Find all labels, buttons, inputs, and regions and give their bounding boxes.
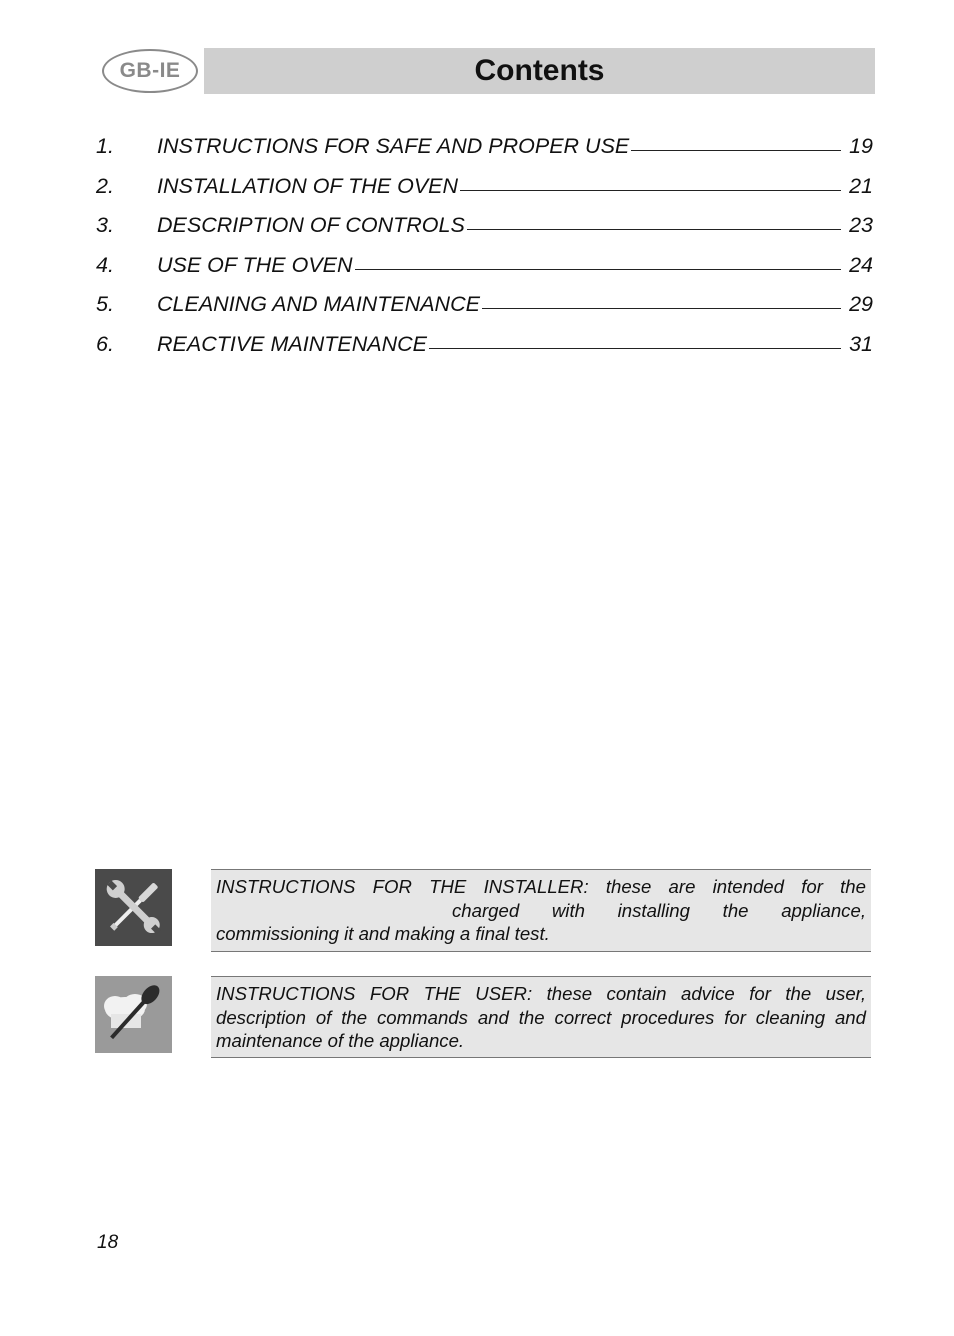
toc-title: INSTALLATION OF THE OVEN [157,173,459,198]
page-title: Contents [474,54,605,87]
brand-logo [102,49,198,93]
toc-number: 1. [96,134,114,158]
toc-title: USE OF THE OVEN [157,252,353,277]
toc-page: 24 [849,252,873,277]
toc-leader [631,150,841,151]
toc-entry-3[interactable] [96,207,873,247]
toc-title: DESCRIPTION OF CONTROLS [157,213,465,237]
toc-leader [355,269,842,270]
toc-number: 3. [96,213,114,237]
toc-entry-4[interactable] [96,247,873,287]
title-bar [204,48,875,94]
chef-hat-spoon-icon [95,976,172,1053]
toc-entry-2[interactable] [96,168,873,208]
toc-page: 31 [849,331,873,356]
toc-page: 21 [849,173,873,198]
logo-text: GB-IE [119,59,181,82]
installer-note-line3: commissioning it and making a final test. [216,923,550,944]
toc-entry-6[interactable] [96,326,873,366]
toc-page: 29 [849,292,873,316]
toc-leader [467,229,841,230]
toc-leader [429,348,841,349]
toc-number: 2. [96,173,114,198]
toc-title: REACTIVE MAINTENANCE [157,331,427,356]
toc-title: INSTRUCTIONS FOR SAFE AND PROPER USE [157,134,630,158]
toc-entry-5[interactable] [96,286,873,326]
toc-entry-1[interactable] [96,128,873,168]
toc-number: 5. [96,292,114,316]
toc-page: 19 [849,134,873,158]
wrench-screwdriver-icon [95,869,172,946]
toc-page: 23 [849,213,873,237]
installer-note-text [211,869,871,952]
installer-note-line1: INSTRUCTIONS FOR THE INSTALLER: these are intended for the [216,876,866,897]
toc-leader [482,308,841,309]
toc-number: 4. [96,252,114,277]
table-of-contents [96,128,873,365]
installer-note-line2: charged with installing the appliance, [452,899,866,921]
toc-number: 6. [96,331,114,356]
page-number: 18 [97,1232,119,1253]
toc-leader [460,190,841,191]
user-note-text: INSTRUCTIONS FOR THE USER: these contain advice for the user, description of the commands and the correct procedures for cleaning and maintenance of the appliance. [211,976,871,1058]
toc-title: CLEANING AND MAINTENANCE [157,292,480,316]
